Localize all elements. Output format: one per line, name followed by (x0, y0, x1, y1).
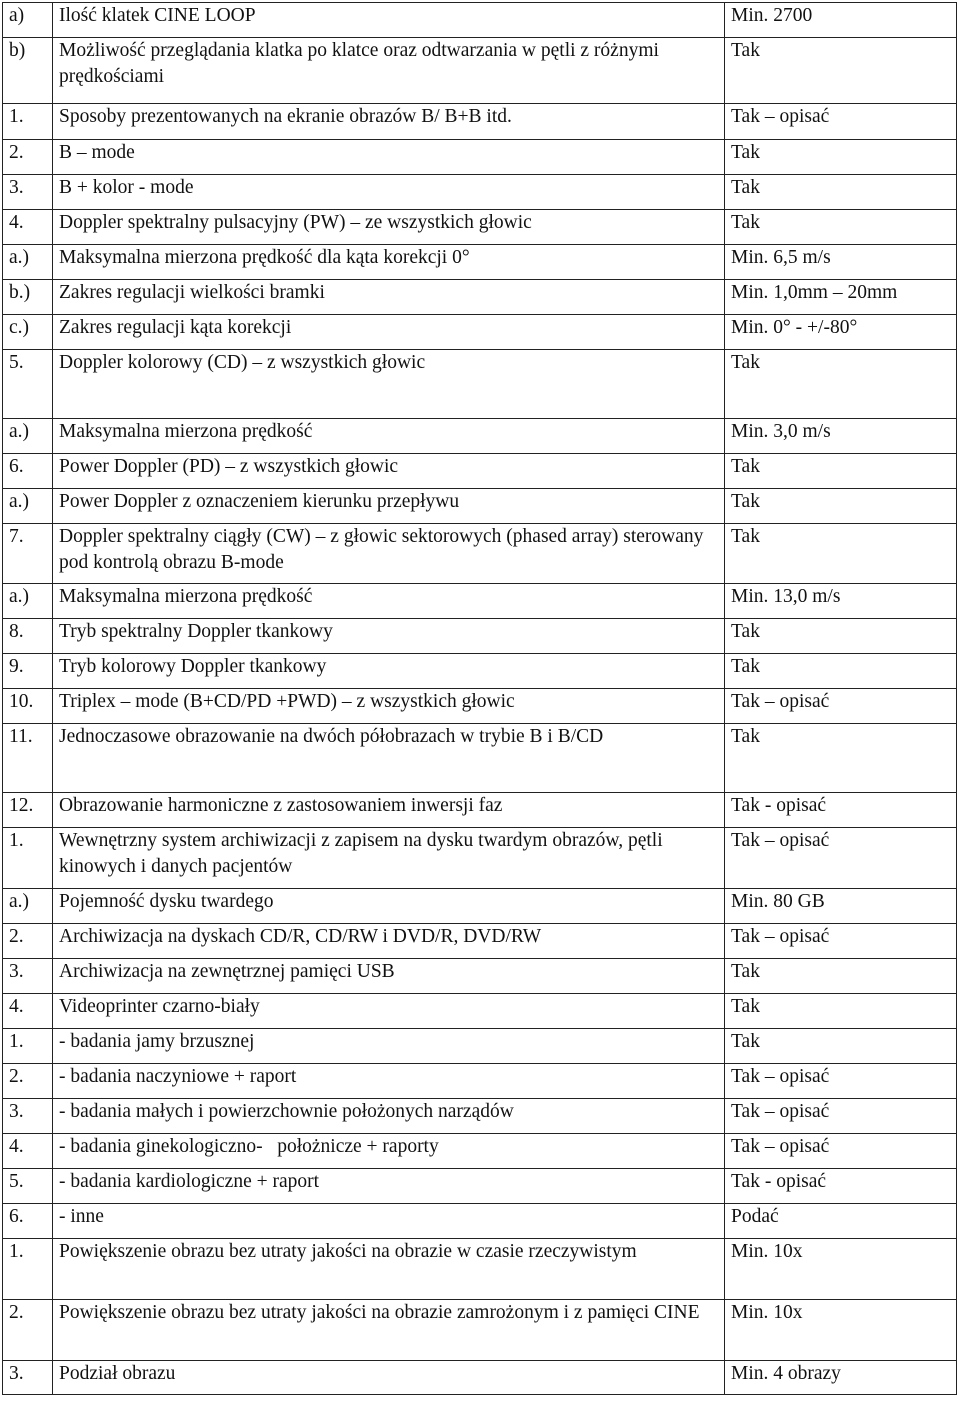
row-value: Tak (725, 210, 957, 245)
row-value: Min. 13,0 m/s (725, 584, 957, 619)
table-row (3, 175, 957, 210)
row-number: 3. (3, 1099, 53, 1134)
row-value: Min. 6,5 m/s (725, 245, 957, 280)
row-description: Sposoby prezentowanych na ekranie obrazów B/ B+B itd. (53, 104, 725, 140)
row-value: Tak – opisać (725, 689, 957, 724)
row-description: B + kolor - mode (53, 175, 725, 210)
row-description: Ilość klatek CINE LOOP (53, 3, 725, 38)
row-description: Doppler kolorowy (CD) – z wszystkich głowic (53, 350, 725, 419)
table-row (3, 245, 957, 280)
row-description: - badania kardiologiczne + raport (53, 1169, 725, 1204)
table-row (3, 1064, 957, 1099)
row-number: 9. (3, 654, 53, 689)
table-row (3, 1239, 957, 1300)
row-number: 11. (3, 724, 53, 793)
row-value: Tak – opisać (725, 104, 957, 140)
row-description: Archiwizacja na dyskach CD/R, CD/RW i DVD/R, DVD/RW (53, 924, 725, 959)
row-description: Powiększenie obrazu bez utraty jakości na obrazie zamrożonym i z pamięci CINE (53, 1300, 725, 1361)
row-description: Wewnętrzny system archiwizacji z zapisem na dysku twardym obrazów, pętli kinowych i danych pacjentów (53, 828, 725, 889)
row-value: Min. 1,0mm – 20mm (725, 280, 957, 315)
row-value: Tak - opisać (725, 1169, 957, 1204)
row-description: Maksymalna mierzona prędkość (53, 419, 725, 454)
row-description: - badania naczyniowe + raport (53, 1064, 725, 1099)
row-description: Doppler spektralny ciągły (CW) – z głowic sektorowych (phased array) sterowany pod kontrolą obrazu B-mode (53, 524, 725, 584)
table-row (3, 959, 957, 994)
row-value: Tak (725, 489, 957, 524)
row-value: Tak (725, 724, 957, 793)
table-row (3, 350, 957, 419)
row-value: Min. 4 obrazy (725, 1361, 957, 1395)
row-value: Tak (725, 454, 957, 489)
table-row (3, 210, 957, 245)
row-description: Power Doppler (PD) – z wszystkich głowic (53, 454, 725, 489)
row-value: Tak (725, 175, 957, 210)
row-value: Tak – opisać (725, 924, 957, 959)
table-row (3, 1300, 957, 1361)
row-description: Videoprinter czarno-biały (53, 994, 725, 1029)
row-description: Obrazowanie harmoniczne z zastosowaniem inwersji faz (53, 793, 725, 828)
row-number: 3. (3, 175, 53, 210)
row-value: Tak (725, 140, 957, 175)
table-row (3, 889, 957, 924)
row-value: Podać (725, 1204, 957, 1239)
table-row (3, 489, 957, 524)
specification-table-body (3, 3, 957, 1395)
row-value: Tak – opisać (725, 1099, 957, 1134)
row-description: - inne (53, 1204, 725, 1239)
row-description: Pojemność dysku twardego (53, 889, 725, 924)
row-value: Min. 10x (725, 1300, 957, 1361)
row-value: Tak (725, 959, 957, 994)
row-description: - badania ginekologiczno- położnicze + raporty (53, 1134, 725, 1169)
row-number: 4. (3, 210, 53, 245)
row-number: 10. (3, 689, 53, 724)
table-row (3, 619, 957, 654)
row-number: b.) (3, 280, 53, 315)
table-row (3, 419, 957, 454)
table-row (3, 724, 957, 793)
row-description: Powiększenie obrazu bez utraty jakości na obrazie w czasie rzeczywistym (53, 1239, 725, 1300)
table-row (3, 1099, 957, 1134)
row-number: 1. (3, 104, 53, 140)
row-value: Tak – opisać (725, 1064, 957, 1099)
row-number: 3. (3, 1361, 53, 1395)
table-row (3, 315, 957, 350)
row-value: Tak - opisać (725, 793, 957, 828)
table-row (3, 584, 957, 619)
row-number: a.) (3, 245, 53, 280)
table-row (3, 1361, 957, 1395)
table-row (3, 689, 957, 724)
row-value: Tak (725, 994, 957, 1029)
row-number: 1. (3, 1239, 53, 1300)
row-value: Tak (725, 350, 957, 419)
row-description: Maksymalna mierzona prędkość (53, 584, 725, 619)
table-row (3, 1134, 957, 1169)
table-row (3, 924, 957, 959)
row-number: 2. (3, 140, 53, 175)
row-description: - badania jamy brzusznej (53, 1029, 725, 1064)
row-number: 6. (3, 454, 53, 489)
row-value: Tak (725, 524, 957, 584)
row-description: Podział obrazu (53, 1361, 725, 1395)
table-row (3, 524, 957, 584)
row-description: B – mode (53, 140, 725, 175)
row-number: 3. (3, 959, 53, 994)
row-value: Min. 80 GB (725, 889, 957, 924)
row-number: b) (3, 38, 53, 104)
row-value: Tak (725, 1029, 957, 1064)
row-value: Tak – opisać (725, 828, 957, 889)
table-row (3, 3, 957, 38)
row-description: Jednoczasowe obrazowanie na dwóch półobrazach w trybie B i B/CD (53, 724, 725, 793)
row-value: Tak (725, 654, 957, 689)
row-value: Min. 2700 (725, 3, 957, 38)
row-value: Min. 10x (725, 1239, 957, 1300)
row-number: 1. (3, 828, 53, 889)
row-description: Tryb spektralny Doppler tkankowy (53, 619, 725, 654)
table-row (3, 140, 957, 175)
row-number: a.) (3, 584, 53, 619)
row-number: a.) (3, 489, 53, 524)
row-value: Min. 0° - +/-80° (725, 315, 957, 350)
row-number: 1. (3, 1029, 53, 1064)
row-number: a.) (3, 889, 53, 924)
row-value: Tak (725, 38, 957, 104)
row-number: 5. (3, 1169, 53, 1204)
row-number: c.) (3, 315, 53, 350)
row-number: 5. (3, 350, 53, 419)
row-number: a) (3, 3, 53, 38)
row-value: Min. 3,0 m/s (725, 419, 957, 454)
row-description: Triplex – mode (B+CD/PD +PWD) – z wszystkich głowic (53, 689, 725, 724)
table-row (3, 1169, 957, 1204)
row-number: a.) (3, 419, 53, 454)
row-description: Doppler spektralny pulsacyjny (PW) – ze wszystkich głowic (53, 210, 725, 245)
row-value: Tak (725, 619, 957, 654)
row-number: 12. (3, 793, 53, 828)
row-number: 2. (3, 1300, 53, 1361)
row-description: Możliwość przeglądania klatka po klatce oraz odtwarzania w pętli z różnymi prędkościami (53, 38, 725, 104)
row-description: - badania małych i powierzchownie położonych narządów (53, 1099, 725, 1134)
table-row (3, 38, 957, 104)
row-number: 4. (3, 994, 53, 1029)
table-row (3, 454, 957, 489)
row-description: Tryb kolorowy Doppler tkankowy (53, 654, 725, 689)
row-number: 2. (3, 924, 53, 959)
row-number: 4. (3, 1134, 53, 1169)
table-row (3, 1029, 957, 1064)
table-row (3, 994, 957, 1029)
row-number: 2. (3, 1064, 53, 1099)
row-number: 8. (3, 619, 53, 654)
specification-table (2, 2, 957, 1395)
row-description: Zakres regulacji kąta korekcji (53, 315, 725, 350)
table-row (3, 793, 957, 828)
row-description: Maksymalna mierzona prędkość dla kąta korekcji 0° (53, 245, 725, 280)
table-row (3, 280, 957, 315)
row-number: 6. (3, 1204, 53, 1239)
table-row (3, 654, 957, 689)
table-row (3, 1204, 957, 1239)
row-number: 7. (3, 524, 53, 584)
table-row (3, 104, 957, 140)
row-description: Zakres regulacji wielkości bramki (53, 280, 725, 315)
row-description: Power Doppler z oznaczeniem kierunku przepływu (53, 489, 725, 524)
row-description: Archiwizacja na zewnętrznej pamięci USB (53, 959, 725, 994)
table-row (3, 828, 957, 889)
row-value: Tak – opisać (725, 1134, 957, 1169)
